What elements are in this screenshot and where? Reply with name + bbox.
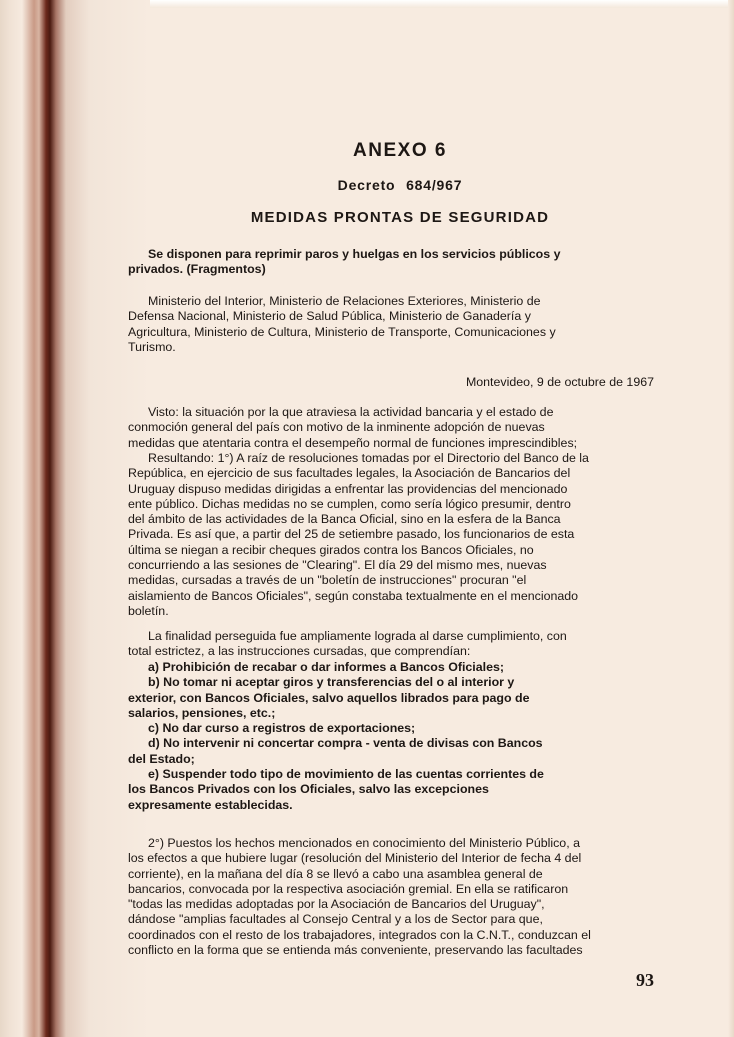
ministries-line: Defensa Nacional, Ministerio de Salud Pública, Ministerio de Ganadería y: [128, 309, 531, 324]
finalidad-line: La finalidad perseguida fue ampliamente lograda al darse cumplimiento, con: [148, 629, 567, 643]
measures-list: [128, 660, 654, 813]
segundo-line: corriente), en la mañana del día 8 se llevó a cabo una asamblea general de: [128, 866, 543, 881]
measure-item: [128, 660, 654, 675]
measure-line: expresamente establecidas.: [128, 797, 293, 812]
resultando-line: ente público. Dichas medidas no se cumplen, como sería lógico presumir, dentro: [128, 496, 571, 511]
measure-line: exterior, con Bancos Oficiales, salvo aquellos librados para pago de: [128, 690, 530, 705]
measure-line: a) Prohibición de recabar o dar informes a Bancos Oficiales;: [148, 660, 504, 674]
ministries-line: Agricultura, Ministerio de Cultura, Ministerio de Transporte, Comunicaciones y: [128, 324, 556, 339]
segundo-line: los efectos a que hubiere lugar (resolución del Ministerio del Interior de fecha 4 del: [128, 851, 582, 866]
segundo-line: dándose "amplias facultades al Consejo Central y a los de Sector para que,: [128, 912, 543, 927]
finalidad-line: total estrictez, a las instrucciones cursadas, que comprendían:: [128, 644, 471, 659]
measure-line: e) Suspender todo tipo de movimiento de las cuentas corrientes de: [148, 767, 544, 782]
date-line: Montevideo, 9 de octubre de 1967: [465, 375, 654, 389]
measure-line: d) No intervenir ni concertar compra - venta de divisas con Bancos: [148, 736, 543, 751]
segundo-line: conflicto en la forma que se entienda más conveniente, preservando las facultades: [128, 943, 583, 958]
visto-line: conmoción general del país con motivo de la inminente adopción de nuevas: [128, 420, 545, 435]
ministries-paragraph: [128, 294, 654, 355]
resultando-line: aislamiento de Bancos Oficiales", según constaba textualmente en el mencionado: [128, 588, 579, 603]
measure-line: salarios, pensiones, etc.;: [128, 705, 276, 720]
finalidad-paragraph: [128, 629, 654, 660]
resultando-line: República, en ejercicio de sus facultades legales, la Asociación de Bancarios del: [128, 466, 571, 481]
visto-line: medidas que atentaria contra el desempeño normal de funciones imprescindibles;: [128, 435, 578, 450]
page-number: 93: [636, 970, 654, 990]
measure-item: [128, 736, 654, 767]
measure-line: los Bancos Privados con los Oficiales, salvo las excepciones: [128, 782, 489, 797]
visto-paragraph: [128, 405, 654, 451]
resultando-line: medidas, cursadas a través de un "boletín de instrucciones" procuran "el: [128, 573, 527, 588]
segundo-line: bancarios, convocada por la respectiva asociación gremial. En ella se ratificaron: [128, 881, 569, 896]
measure-line: del Estado;: [128, 751, 195, 766]
resultando-line: Uruguay dispuso medidas dirigidas a enfrentar las providencias del mencionado: [128, 481, 568, 496]
segundo-line: coordinados con el resto de los trabajadores, integrados con la C.N.T., conduzcan el: [128, 927, 591, 942]
measure-item: [128, 675, 654, 721]
measure-item: [128, 767, 654, 813]
resultando-line: concurriendo a las sesiones de "Clearing". El día 29 del mismo mes, nuevas: [128, 558, 547, 573]
resultando-line: del ámbito de las actividades de la Banca Oficial, sino en la esfera de la Banca: [128, 512, 561, 527]
resultando-line: Resultando: 1°) A raíz de resoluciones tomadas por el Directorio del Banco de la: [148, 451, 589, 465]
resultando-line: última se niegan a recibir cheques girados contra los Bancos Oficiales, no: [128, 542, 534, 557]
resultando-paragraph: [128, 451, 654, 619]
resultando-line: Privada. Es así que, a partir del 25 de setiembre pasado, los funcionarios de esta: [128, 527, 575, 542]
measure-item: [128, 721, 654, 736]
measure-line: c) No dar curso a registros de exportaciones;: [148, 721, 416, 736]
segundo-line: 2°) Puestos los hechos mencionados en conocimiento del Ministerio Público, a: [148, 836, 580, 850]
section-heading: MEDIDAS PRONTAS DE SEGURIDAD: [250, 209, 550, 226]
annex-title: ANEXO 6: [353, 140, 447, 161]
measure-line: b) No tomar ni aceptar giros y transferencias del o al interior y: [148, 675, 515, 690]
summary-line: privados. (Fragmentos): [128, 262, 266, 277]
segundo-paragraph: [128, 836, 654, 958]
ministries-line: Turismo.: [128, 339, 176, 354]
ministries-line: Ministerio del Interior, Ministerio de Relaciones Exteriores, Ministerio de: [148, 294, 541, 308]
summary-line: Se disponen para reprimir paros y huelgas en los servicios públicos y: [148, 247, 561, 261]
visto-line: Visto: la situación por la que atraviesa la actividad bancaria y el estado de: [148, 405, 554, 419]
segundo-line: "todas las medidas adoptadas por la Asociación de Bancarios del Uruguay",: [128, 897, 545, 912]
summary-paragraph: [128, 247, 654, 278]
resultando-line: boletín.: [128, 603, 169, 618]
decree-number: Decreto 684/967: [337, 177, 463, 193]
